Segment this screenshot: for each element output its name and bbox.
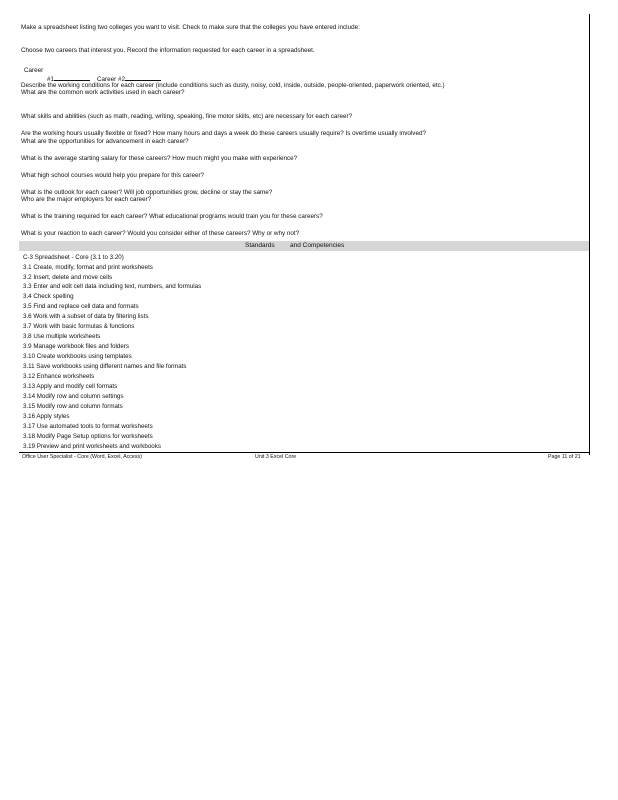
standard-item: 3.2 Insert, delete and move cells xyxy=(23,274,113,281)
question: Describe the working conditions for each career (include conditions such as dusty, noisy, cold, inside, outside, people-oriented, paperwork oriented, etc.) xyxy=(21,82,445,89)
standard-item: 3.9 Manage workbook files and folders xyxy=(23,343,129,350)
career-1-label: #1 xyxy=(47,76,55,83)
standard-item: 3.5 Find and replace cell data and formats xyxy=(23,303,139,310)
standard-item: 3.8 Use multiple worksheets xyxy=(23,333,101,340)
standard-item: 3.17 Use automated tools to format worksheets xyxy=(23,423,153,430)
standard-item: 3.13 Apply and modify cell formats xyxy=(23,383,118,390)
standard-item: 3.14 Modify row and column settings xyxy=(23,393,124,400)
career-1-blank xyxy=(54,74,90,81)
footer-rule xyxy=(19,452,590,453)
standard-item: 3.15 Modify row and column formats xyxy=(23,403,123,410)
question: What high school courses would help you prepare for this career? xyxy=(21,172,205,179)
question: What is the outlook for each career? Will job opportunities grow, decline or stay the same? xyxy=(21,189,273,196)
standard-item: 3.4 Check spelling xyxy=(23,293,74,300)
question: What is the training required for each career? What educational programs would train you for these careers? xyxy=(21,213,323,220)
question: What are the common work activities used in each career? xyxy=(21,89,185,96)
question: What are the opportunities for advancement in each career? xyxy=(21,138,189,145)
standard-item: 3.10 Create workbooks using templates xyxy=(23,353,132,360)
standard-item: 3.3 Enter and edit cell data including text, numbers, and formulas xyxy=(23,283,202,290)
right-margin-rule xyxy=(589,14,590,455)
standard-item: 3.12 Enhance worksheets xyxy=(23,373,95,380)
question: What is the average starting salary for these careers? How much might you make with experience? xyxy=(21,155,298,162)
standard-item: 3.7 Work with basic formulas & functions xyxy=(23,323,135,330)
intro-line-2: Choose two careers that interest you. Record the information requested for each career in a spreadsheet. xyxy=(21,47,315,54)
intro-line-1: Make a spreadsheet listing two colleges you want to visit. Check to make sure that the colleges you have entered include: xyxy=(21,24,360,31)
standard-item: 3.1 Create, modify, format and print worksheets xyxy=(23,264,153,271)
standard-item: 3.19 Preview and print worksheets and workbooks xyxy=(23,443,161,450)
standards-header-left: Standards xyxy=(245,242,275,249)
question: Who are the major employers for each career? xyxy=(21,196,152,203)
question: What skills and abilities (such as math, reading, writing, speaking, fine motor skills, etc) are necessary for each career? xyxy=(21,113,353,120)
standard-item: 3.16 Apply styles xyxy=(23,413,70,420)
standards-title: C-3 Spreadsheet - Core (3.1 to 3.20) xyxy=(23,254,124,261)
career-label: Career xyxy=(24,67,44,74)
footer-left: Office User Specialist - Core (Word, Excel, Access) xyxy=(22,454,142,460)
standards-header-right: and Competencies xyxy=(290,242,345,249)
question: Are the working hours usually flexible or fixed? How many hours and days a week do these careers usually require? Is overtime usually involved? xyxy=(21,130,426,137)
career-2-label: Career #2 xyxy=(97,76,126,83)
career-2-blank xyxy=(125,74,161,81)
question: What is your reaction to each career? Would you consider either of these careers? Why or why not? xyxy=(21,230,300,237)
standard-item: 3.11 Save workbooks using different names and file formats xyxy=(23,363,187,370)
standard-item: 3.18 Modify Page Setup options for worksheets xyxy=(23,433,153,440)
standard-item: 3.6 Work with a subset of data by filtering lists xyxy=(23,313,149,320)
footer-page-number: Page 11 of 21 xyxy=(548,454,581,460)
footer-center: Unit 3 Excel Core xyxy=(255,454,297,460)
